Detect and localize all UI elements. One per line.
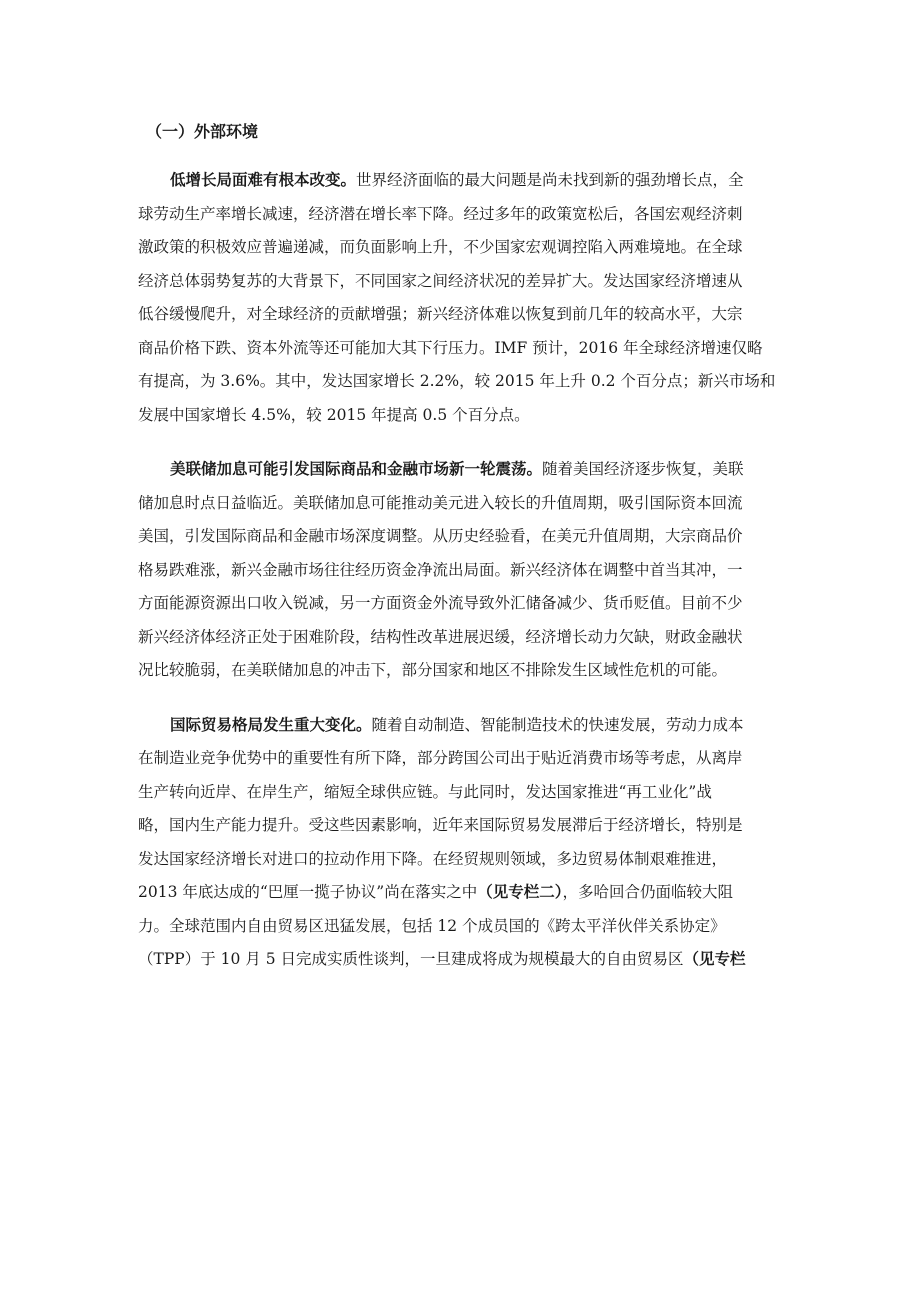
paragraph-line: [138, 709, 786, 743]
line-text: 随着自动制造、智能制造技术的快速发展，劳动力成本: [371, 715, 744, 734]
paragraph-low-growth: [138, 164, 786, 432]
paragraph-lead: 美联储加息可能引发国际商品和金融市场新一轮震荡。: [170, 460, 543, 478]
paragraph-lead: 国际贸易格局发生重大变化。: [170, 715, 372, 734]
paragraph-line: 生产转向近岸、在岸生产，缩短全球供应链。与此同时，发达国家推进“再工业化”战: [138, 782, 712, 801]
paragraph-line: 况比较脆弱，在美联储加息的冲击下，部分国家和地区不排除发生区域性危机的可能。: [138, 661, 728, 679]
box-reference: （见专栏: [683, 950, 746, 968]
box-reference: （见专栏二）: [477, 883, 563, 901]
paragraph-line: 经济总体弱势复苏的大背景下，不同国家之间经济状况的差异扩大。发达国家经济增速从: [138, 271, 743, 290]
paragraph-line: 发达国家经济增长对进口的拉动作用下降。在经贸规则领域，多边贸易体制艰难推进，: [138, 849, 728, 868]
line-text: 世界经济面临的最大问题是尚未找到新的强劲增长点，全: [356, 171, 744, 189]
paragraph-line: 略，国内生产能力提升。受这些因素影响，近年来国际贸易发展滞后于经济增长，特别是: [138, 816, 743, 834]
paragraph-line: 美国，引发国际商品和金融市场深度调整。从历史经验看，在美元升值周期，大宗商品价: [138, 527, 743, 545]
paragraph-line: [138, 164, 786, 198]
paragraph-line: 有提高，为 3.6%。其中，发达国家增长 2.2%，较 2015 年上升 0.2 个百分点；新兴市场和: [138, 372, 776, 390]
paragraph-line: [138, 943, 786, 977]
paragraph-line: 球劳动生产率增长减速，经济潜在增长率下降。经过多年的政策宽松后，各国宏观经济刺: [138, 204, 743, 223]
paragraph-line: 方面能源资源出口收入锐减，另一方面资金外流导致外汇储备减少、货币贬值。目前不少: [138, 594, 743, 612]
document-page: [138, 112, 786, 998]
paragraph-line: 激政策的积极效应普遍递减，而负面影响上升，不少国家宏观调控陷入两难境地。在全球: [138, 238, 743, 256]
paragraph-line: 低谷缓慢爬升，对全球经济的贡献增强；新兴经济体难以恢复到前几年的较高水平，大宗: [138, 305, 743, 323]
paragraph-line: 新兴经济体经济正处于困难阶段，结构性改革进展迟缓，经济增长动力欠缺，财政金融状: [138, 627, 743, 646]
paragraph-line: 格易跌难涨，新兴金融市场往往经历资金净流出局面。新兴经济体在调整中首当其冲，一: [138, 560, 743, 579]
paragraph-line: [138, 876, 786, 910]
paragraph-line: 在制造业竞争优势中的重要性有所下降，部分跨国公司出于贴近消费市场等考虑，从离岸: [138, 749, 743, 767]
paragraph-lead: 低增长局面难有根本改变。: [170, 171, 357, 189]
paragraph-line: 力。全球范围内自由贸易区迅猛发展，包括 12 个成员国的《跨太平洋伙伴关系协定》: [138, 916, 726, 935]
line-text: 2013 年底达成的“巴厘一揽子协议”尚在落实之中: [138, 883, 478, 901]
paragraph-fed-rate-hike: [138, 453, 786, 688]
paragraph-line: [138, 453, 786, 487]
section-heading: （一）外部环境: [146, 122, 259, 141]
paragraph-trade-pattern: [138, 709, 786, 977]
paragraph-line: 储加息时点日益临近。美联储加息可能推动美元进入较长的升值周期，吸引国际资本回流: [138, 493, 743, 512]
paragraph-line: 商品价格下跌、资本外流等还可能加大其下行压力。IMF 预计，2016 年全球经济增速仅略: [138, 338, 763, 357]
line-text: 随着美国经济逐步恢复，美联: [542, 460, 744, 478]
paragraph-line: 发展中国家增长 4.5%，较 2015 年提高 0.5 个百分点。: [138, 405, 530, 424]
line-text: （TPP）于 10 月 5 日完成实质性谈判，一旦建成将成为规模最大的自由贸易区: [138, 950, 684, 968]
line-text: ，多哈回合仍面临较大阻: [562, 883, 734, 901]
